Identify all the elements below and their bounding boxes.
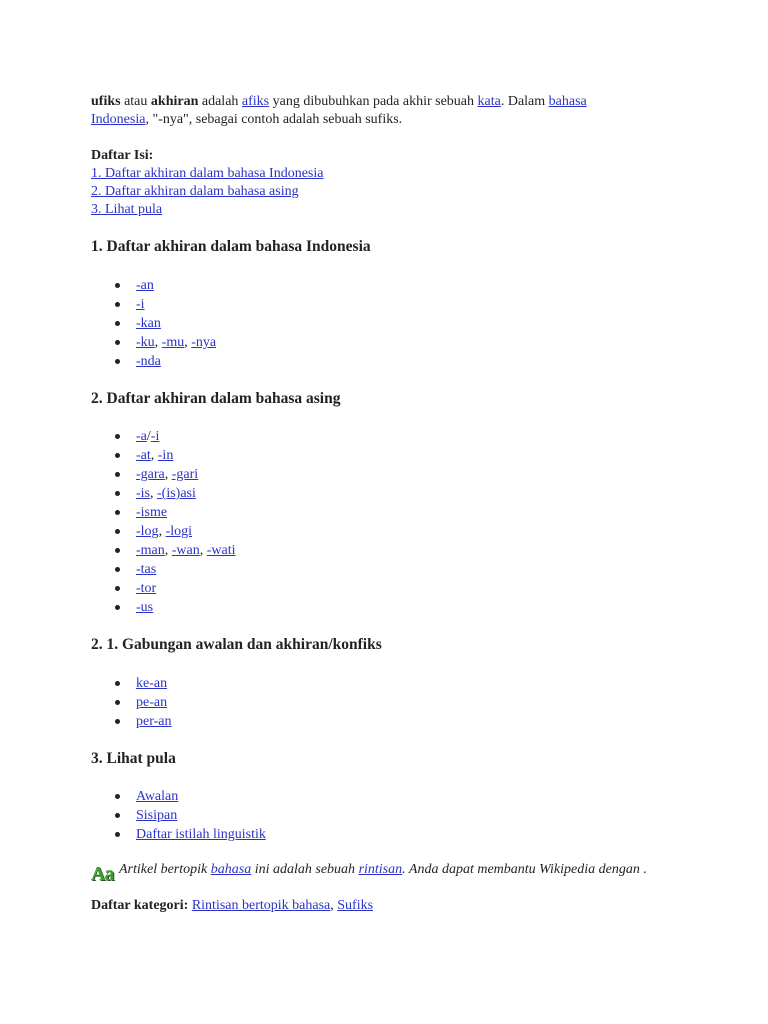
intro-text: yang dibubuhkan pada akhir sebuah [269, 94, 478, 109]
intro-paragraph [91, 93, 638, 129]
list-item: -man, -wan, -wati [91, 541, 236, 560]
suffix-link[interactable]: -is [136, 486, 150, 501]
toc-title: Daftar Isi: [91, 148, 154, 163]
suffix-link[interactable]: -i [150, 429, 160, 444]
list-item: -log, -logi [91, 522, 236, 541]
aa-icon: Aa [91, 863, 114, 885]
intro-text: adalah [198, 94, 242, 109]
suffix-link[interactable]: per-an [136, 714, 172, 729]
suffix-link[interactable]: -logi [165, 524, 193, 539]
stub-text: ini adalah sebuah [251, 862, 359, 877]
toc-link[interactable]: 2. Daftar akhiran dalam bahasa asing [91, 184, 299, 199]
list-item [91, 712, 171, 731]
intro-text: , "-nya", sebagai contoh adalah sebuah sufiks. [145, 112, 403, 127]
suffix-link[interactable]: -wan [171, 543, 200, 558]
suffix-link[interactable]: Daftar istilah linguistik [136, 827, 266, 842]
suffix-link[interactable]: -in [157, 448, 174, 463]
suffix-link[interactable]: -wati [206, 543, 236, 558]
suffix-link[interactable]: -tas [136, 562, 157, 577]
suffix-link[interactable]: Sisipan [136, 808, 178, 823]
list-item [91, 295, 216, 314]
suffix-link[interactable]: -i [136, 297, 145, 312]
list-item [91, 503, 236, 522]
list-item [91, 825, 266, 844]
list-item [91, 806, 266, 825]
suffix-link[interactable]: -gari [171, 467, 199, 482]
see-also-list [91, 787, 266, 844]
list-item [91, 560, 236, 579]
suffix-link[interactable]: -log [136, 524, 159, 539]
suffix-link[interactable]: -tor [136, 581, 157, 596]
stub-text: Artikel bertopik [119, 862, 211, 877]
list-item: -a/-i [91, 427, 236, 446]
category-bar: Daftar kategori: Rintisan bertopik bahasa, Sufiks [91, 898, 374, 913]
suffix-link[interactable]: -a [136, 429, 147, 444]
link-bahasa-indonesia[interactable]: bahasa Indonesia [91, 94, 587, 127]
section-heading: 2. 1. Gabungan awalan dan akhiran/konfiks [91, 636, 382, 653]
term-akhiran: akhiran [150, 94, 199, 109]
suffix-link[interactable]: -isme [136, 505, 168, 520]
suffix-link[interactable]: pe-an [136, 695, 168, 710]
list-item [91, 314, 216, 333]
table-of-contents [91, 147, 638, 219]
suffix-link[interactable]: Awalan [136, 789, 179, 804]
category-link[interactable]: Rintisan bertopik bahasa [191, 898, 331, 913]
list-item [91, 352, 216, 371]
suffix-link[interactable]: -man [136, 543, 165, 558]
link-bahasa[interactable]: bahasa [210, 862, 252, 877]
suffix-link[interactable]: -gara [136, 467, 165, 482]
intro-text: . Dalam [500, 94, 549, 109]
suffix-link[interactable]: -mu [161, 335, 185, 350]
link-kata[interactable]: kata [477, 94, 501, 109]
suffix-link[interactable]: -nda [136, 354, 161, 369]
suffix-link[interactable]: -(is)asi [157, 486, 196, 501]
list-item [91, 674, 171, 693]
section-heading: 3. Lihat pula [91, 750, 176, 767]
list-item [91, 598, 236, 617]
suffix-link[interactable]: -us [136, 600, 154, 615]
link-rintisan[interactable]: rintisan [358, 862, 403, 877]
suffix-link[interactable]: -nya [191, 335, 217, 350]
suffix-link[interactable]: -at [136, 448, 151, 463]
toc-link[interactable]: 3. Lihat pula [91, 202, 163, 217]
list-item: -is, -(is)asi [91, 484, 236, 503]
link-afiks[interactable]: afiks [241, 94, 270, 109]
list-item [91, 276, 216, 295]
category-link[interactable]: Sufiks [337, 898, 374, 913]
list-item: -gara, -gari [91, 465, 236, 484]
suffix-link[interactable]: -ku [136, 335, 155, 350]
suffix-list-indonesia [91, 276, 216, 371]
section-heading: 1. Daftar akhiran dalam bahasa Indonesia [91, 238, 371, 255]
list-item: -at, -in [91, 446, 236, 465]
term-ufiks: ufiks [91, 94, 121, 109]
list-item: -ku, -mu, -nya [91, 333, 216, 352]
suffix-link[interactable]: ke-an [136, 676, 168, 691]
suffix-list-foreign [91, 427, 236, 617]
list-item [91, 693, 171, 712]
suffix-link[interactable]: -an [136, 278, 154, 293]
stub-text: . Anda dapat membantu Wikipedia dengan . [402, 862, 647, 877]
category-label: Daftar kategori: [91, 898, 189, 913]
list-item [91, 787, 266, 806]
suffix-link[interactable]: -kan [136, 316, 161, 331]
confix-list [91, 674, 171, 731]
stub-notice [91, 861, 651, 885]
list-item [91, 579, 236, 598]
intro-text: atau [120, 94, 151, 109]
section-heading: 2. Daftar akhiran dalam bahasa asing [91, 390, 341, 407]
toc-link[interactable]: 1. Daftar akhiran dalam bahasa Indonesia [91, 166, 324, 181]
